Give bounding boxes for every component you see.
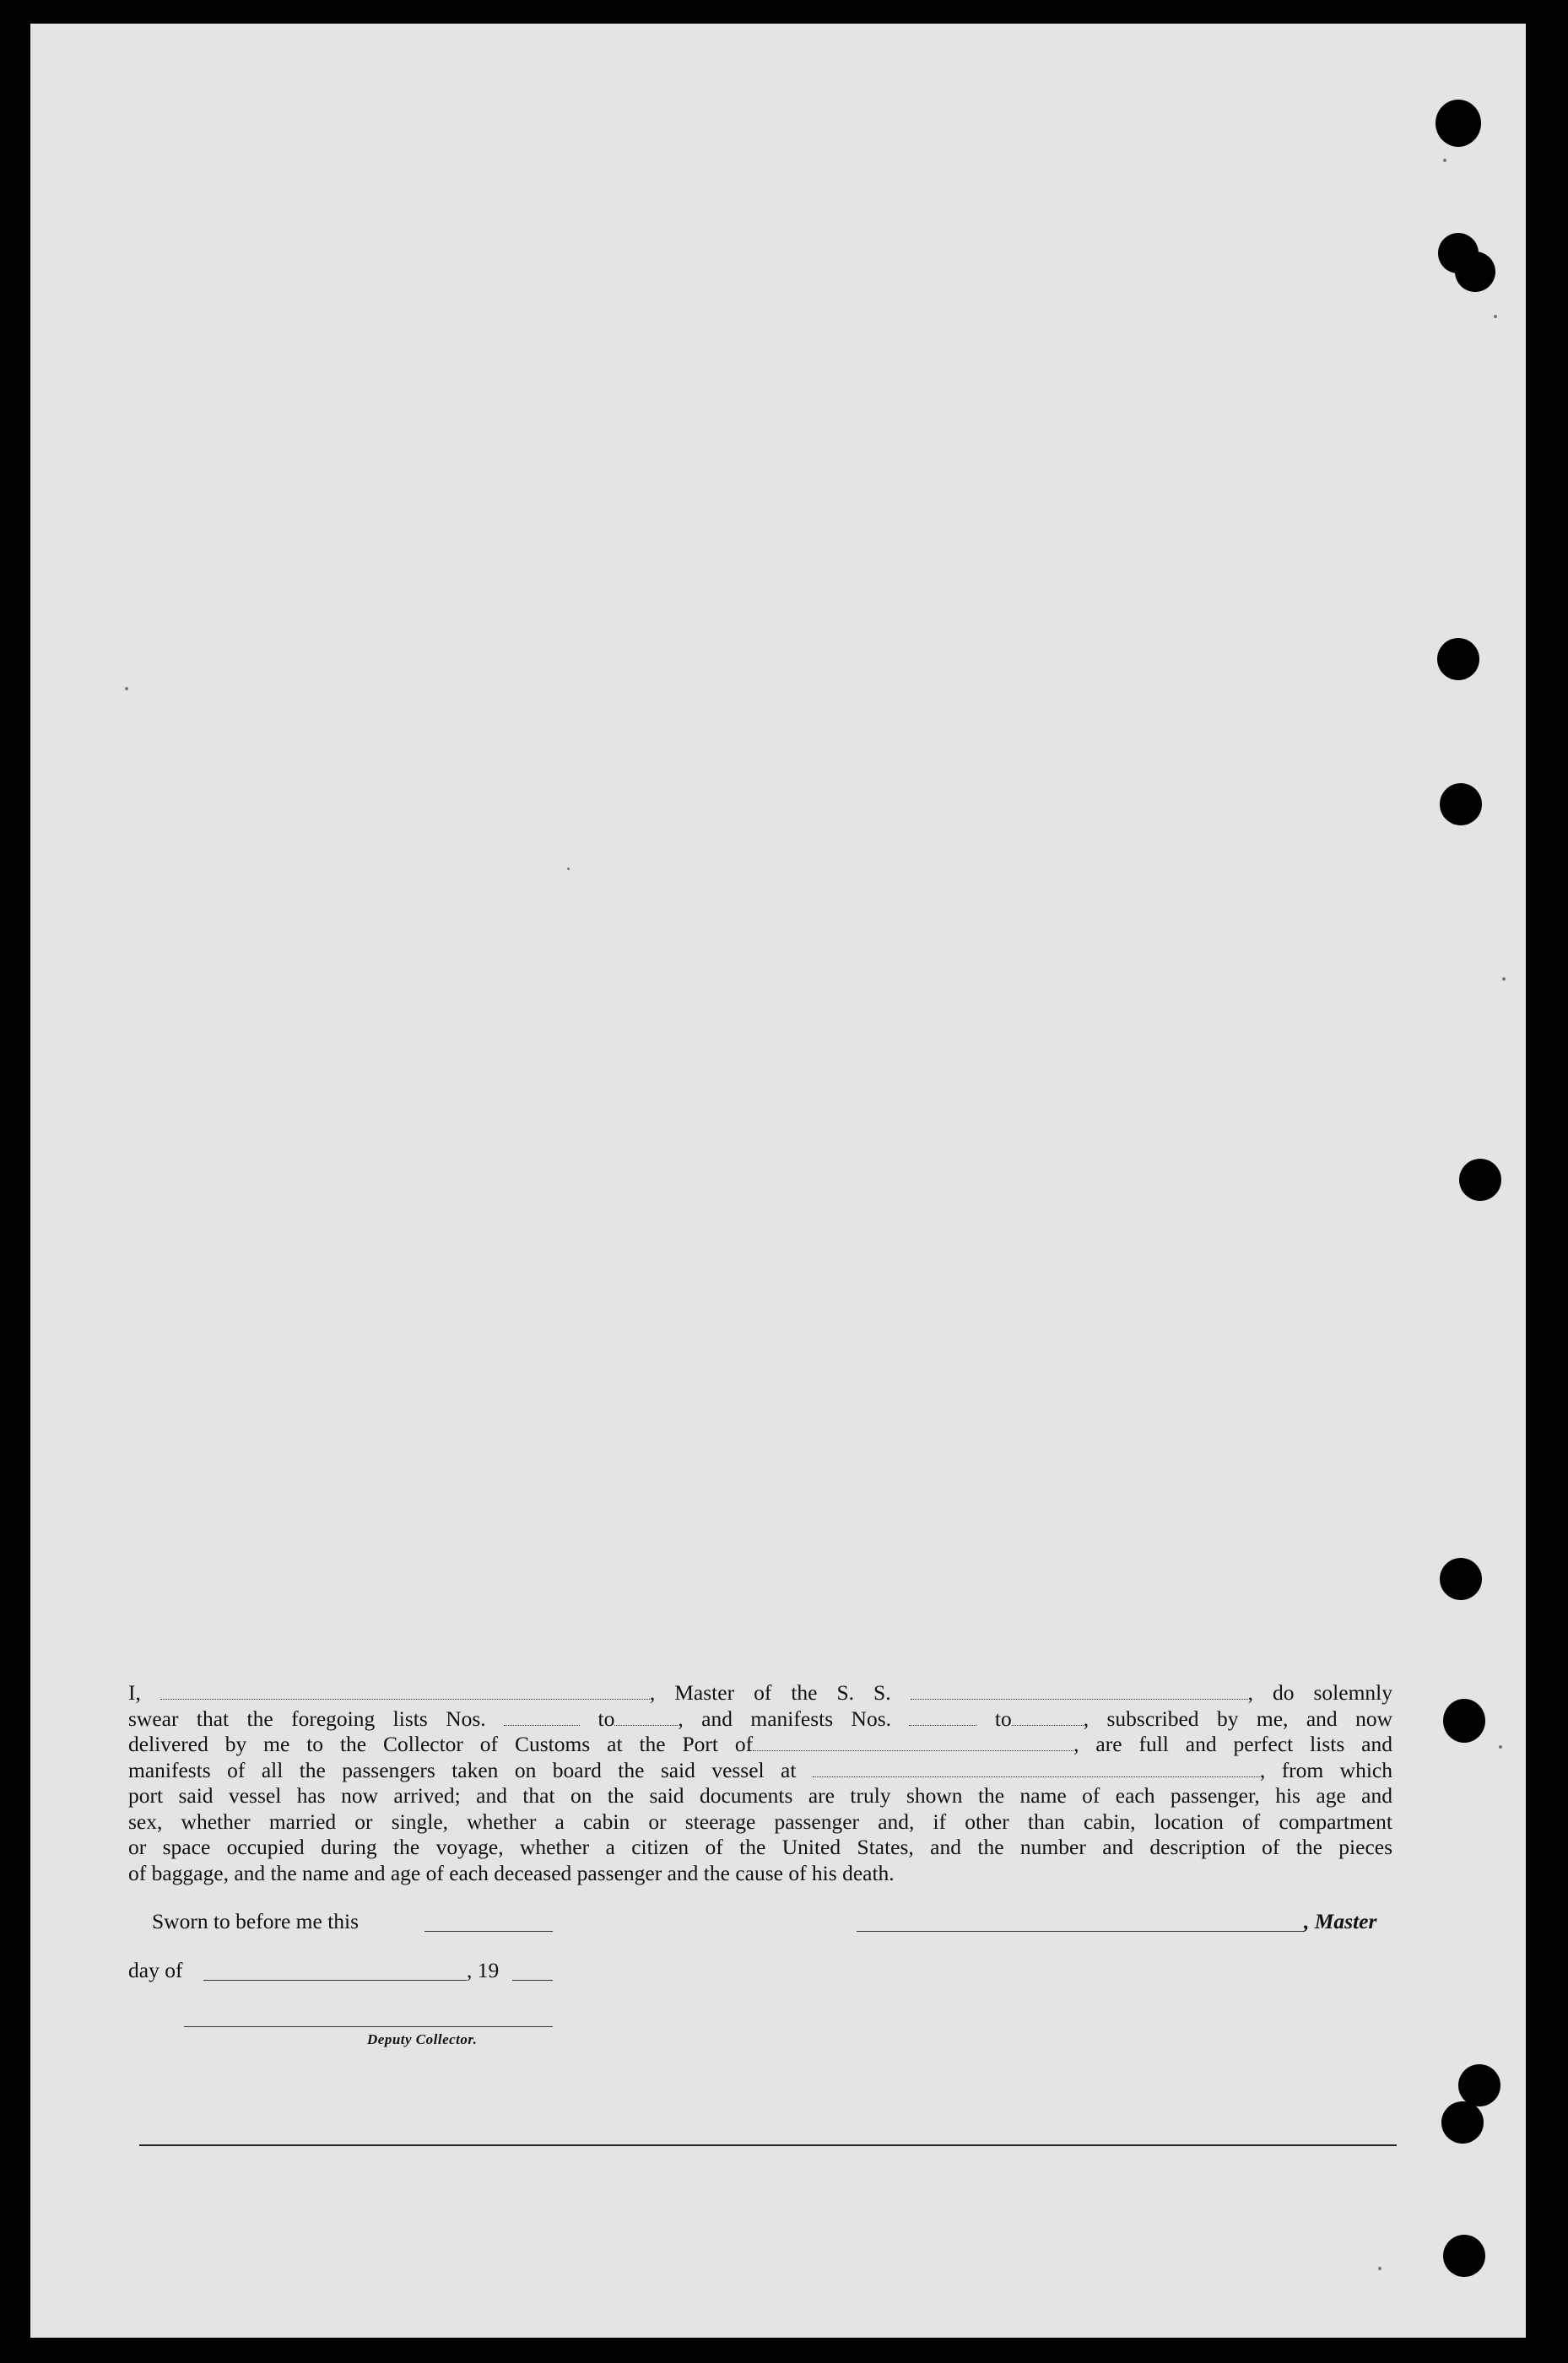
oath-text: , Master of the S. S.	[649, 1680, 911, 1705]
blank-field[interactable]	[614, 1710, 678, 1726]
oath-text: , do solemnly	[1247, 1680, 1392, 1705]
speck	[1502, 977, 1506, 981]
oath-line	[128, 1861, 1392, 1887]
punch-hole	[1443, 2235, 1485, 2277]
blank-field[interactable]	[911, 1684, 1248, 1700]
blank-field[interactable]	[909, 1710, 976, 1726]
punch-hole	[1459, 1159, 1501, 1201]
oath-text: or space occupied during the voyage, whether a citizen of the United States, and the number and description of the pieces	[128, 1835, 1392, 1859]
year-label: , 19	[467, 1958, 500, 1982]
punch-hole	[1440, 1558, 1482, 1600]
oath-text: delivered by me to the Collector of Customs at the Port of	[128, 1732, 754, 1756]
speck	[125, 687, 128, 690]
oath-text: sex, whether married or single, whether a cabin or steerage passenger and, if other than cabin, location of compartment	[128, 1809, 1392, 1834]
speck	[1443, 159, 1446, 162]
sworn-before-label: Sworn to before me this	[152, 1909, 360, 1933]
punch-hole	[1441, 2101, 1484, 2144]
oath-text: I,	[128, 1680, 160, 1705]
oath-line	[128, 1706, 1392, 1733]
punch-hole	[1437, 638, 1479, 680]
oath-text: , are full and perfect lists and	[1073, 1732, 1392, 1756]
punch-hole	[1455, 251, 1495, 292]
day-of-label: day of	[128, 1958, 183, 1982]
oath-text: , subscribed by me, and now	[1083, 1706, 1393, 1731]
blank-field[interactable]	[160, 1684, 650, 1700]
bottom-rule	[139, 2144, 1397, 2146]
oath-line	[128, 1835, 1392, 1861]
speck	[1499, 1745, 1502, 1749]
punch-hole	[1443, 1699, 1485, 1743]
blank-field[interactable]	[1012, 1710, 1084, 1726]
speck	[567, 868, 570, 870]
punch-hole	[1458, 2064, 1500, 2106]
document-page	[30, 24, 1526, 2338]
day-of-month-field[interactable]	[203, 1980, 467, 1981]
oath-text: to	[580, 1706, 615, 1731]
master-signature-label: , Master	[1304, 1909, 1377, 1933]
oath-line	[128, 1758, 1392, 1784]
blank-field[interactable]	[813, 1761, 1260, 1777]
year-suffix-field[interactable]	[512, 1980, 553, 1981]
oath-text: port said vessel has now arrived; and that on the said documents are truly shown the name of each passenger, his age and	[128, 1783, 1392, 1808]
oath-line	[128, 1732, 1392, 1758]
oath-line	[128, 1809, 1392, 1836]
blank-field[interactable]	[504, 1710, 580, 1726]
oath-text: manifests of all the passengers taken on board the said vessel at	[128, 1757, 813, 1782]
oath-text: , from which	[1259, 1757, 1392, 1782]
deputy-collector-label: Deputy Collector.	[367, 2031, 478, 2047]
oath-text: swear that the foregoing lists Nos.	[128, 1706, 505, 1731]
deputy-collector-signature-field[interactable]	[184, 2026, 553, 2027]
oath-line	[128, 1783, 1392, 1809]
oath-text: , and manifests Nos.	[678, 1706, 910, 1731]
oath-line	[128, 1680, 1392, 1706]
speck	[1378, 2267, 1381, 2270]
punch-hole	[1440, 783, 1482, 825]
sworn-day-field[interactable]	[424, 1931, 553, 1932]
blank-field[interactable]	[753, 1735, 1073, 1751]
oath-text: of baggage, and the name and age of each deceased passenger and the cause of his death.	[128, 1860, 895, 1885]
speck	[1494, 315, 1497, 318]
oath-text: to	[976, 1706, 1012, 1731]
master-oath-paragraph	[128, 1680, 1392, 1886]
master-signature-field[interactable]	[857, 1931, 1304, 1932]
punch-hole	[1436, 100, 1481, 147]
